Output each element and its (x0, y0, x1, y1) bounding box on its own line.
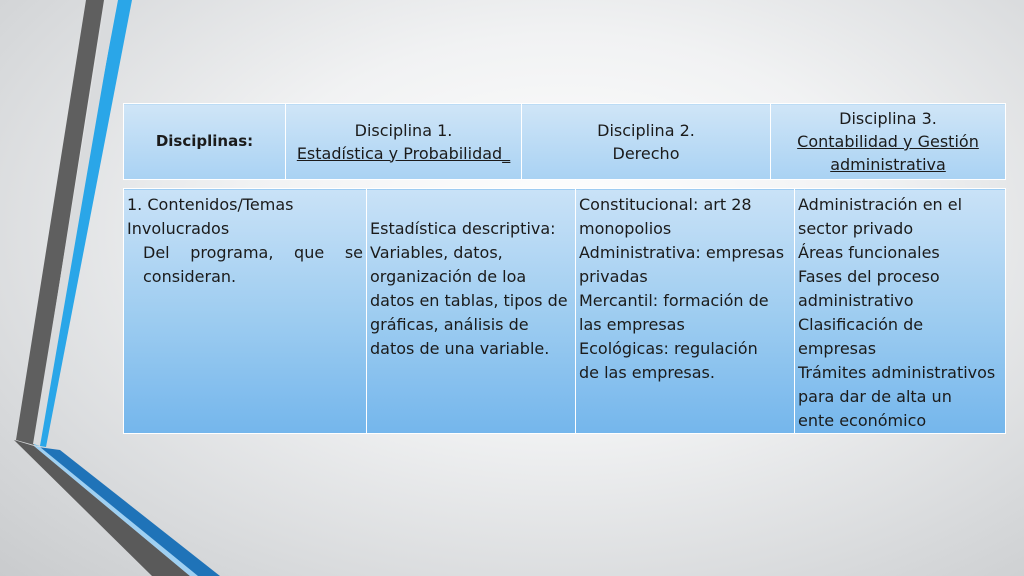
d2-content-line: de las empresas. (579, 363, 715, 382)
discipline-3-cell (771, 104, 1006, 180)
d2-content-line: privadas (579, 267, 648, 286)
contents-table (123, 188, 1006, 434)
contents-label-line2: Involucrados (127, 219, 230, 238)
d2-content-line: Constitucional: art 28 (579, 195, 752, 214)
d1-content-line: datos en tablas, tipos de (370, 291, 568, 310)
discipline-1-cell (286, 104, 522, 180)
d2-content-line: monopolios (579, 219, 672, 238)
d2-content-line: Ecológicas: regulación (579, 339, 758, 358)
d3-content-line: Administración en el (798, 195, 963, 214)
d3-content-line: Clasificación de (798, 315, 924, 334)
d2-content-line: Mercantil: formación de (579, 291, 769, 310)
discipline-1-name: Estadística y Probabilidad_ (296, 143, 511, 163)
discipline-3-name-line2: administrativa (830, 155, 946, 174)
discipline-2-cell (522, 104, 771, 180)
contents-label-line3: Del programa, que se (143, 243, 363, 262)
d3-content-line: ente económico (798, 411, 927, 430)
stripe-blue-diagonal (38, 447, 220, 576)
header-row (124, 104, 1006, 180)
d1-content-line: organización de loa (370, 267, 527, 286)
discipline-2-name: Derecho (612, 143, 680, 163)
d2-content-line: las empresas (579, 315, 685, 334)
discipline-2-number: Disciplina 2. (597, 120, 695, 140)
contents-label-line4: consideran. (143, 267, 237, 286)
d3-content-line: Trámites administrativos (798, 363, 996, 382)
stripe-gray-vertical (16, 0, 104, 445)
d1-content-line: Variables, datos, (370, 243, 503, 262)
stripe-gray-diagonal (14, 440, 190, 576)
contents-row (124, 189, 1006, 434)
d3-content-line: para dar de alta un (798, 387, 952, 406)
disciplinas-label: Disciplinas: (124, 104, 286, 180)
d2-content-line: Administrativa: empresas (579, 243, 785, 262)
discipline-1-number: Disciplina 1. (354, 120, 453, 140)
disciplines-header-table (123, 103, 1006, 180)
d3-content-line: administrativo (798, 291, 914, 310)
discipline-1-contents (367, 189, 576, 434)
d3-content-line: Fases del proceso (798, 267, 940, 286)
d1-content-line: gráficas, análisis de (370, 315, 529, 334)
contents-label-line1: 1. Contenidos/Temas (127, 195, 294, 214)
discipline-3-contents (795, 189, 1006, 434)
d1-content-line: Estadística descriptiva: (370, 219, 556, 238)
stripe-light-vertical (33, 0, 117, 446)
d3-content-line: empresas (798, 339, 877, 358)
contents-label-cell (124, 189, 367, 434)
discipline-3-name-line1: Contabilidad y Gestión (797, 132, 979, 151)
discipline-2-contents (576, 189, 795, 434)
stripe-lightblue-diagonal (34, 446, 198, 576)
d3-content-line: sector privado (798, 219, 914, 238)
d1-content-line: datos de una variable. (370, 339, 550, 358)
d3-content-line: Áreas funcionales (798, 243, 940, 262)
discipline-3-number: Disciplina 3. (839, 109, 937, 128)
